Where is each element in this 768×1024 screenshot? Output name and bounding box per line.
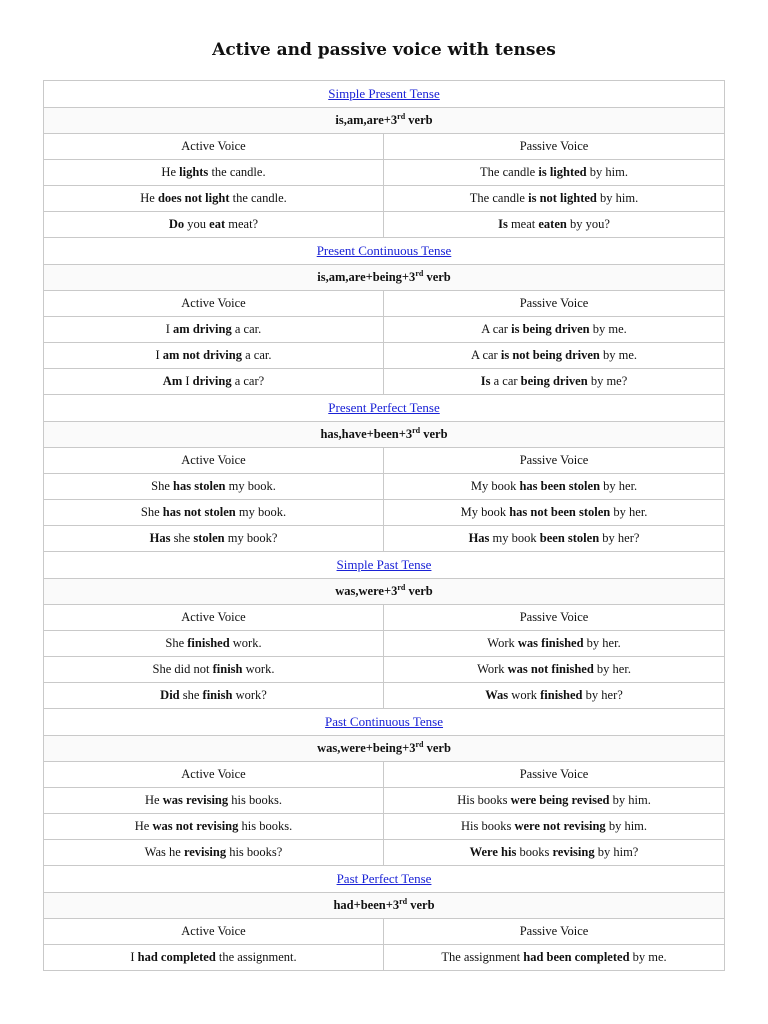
tense-link[interactable]: Present Continuous Tense — [316, 243, 452, 258]
sentence-text: you — [184, 217, 210, 231]
sentence-text: his books. — [228, 793, 282, 807]
example-row — [44, 657, 725, 683]
sentence-text: she — [170, 531, 194, 545]
page-title: Active and passive voice with tenses — [212, 40, 556, 60]
sentence-text: his books. — [238, 819, 293, 833]
sentence-text: by him? — [594, 845, 639, 859]
example-row — [44, 369, 725, 395]
verb-phrase: is lighted — [538, 165, 587, 179]
verb-phrase: being driven — [520, 374, 588, 388]
active-voice-header: Active Voice — [44, 134, 384, 160]
sentence-text: my book — [489, 531, 540, 545]
column-header-row — [44, 605, 725, 631]
active-sentence — [44, 186, 384, 212]
sentence-text: His books — [457, 793, 511, 807]
example-row — [44, 788, 725, 814]
passive-sentence — [384, 343, 725, 369]
sentence-text: by her. — [583, 636, 621, 650]
example-row — [44, 317, 725, 343]
active-voice-header: Active Voice — [44, 605, 384, 631]
sentence-text: by her. — [593, 662, 631, 676]
sentence-text: the candle. — [229, 191, 287, 205]
example-row — [44, 186, 725, 212]
verb-phrase: Am — [162, 374, 183, 388]
formula-text: has,have+been+3 — [320, 427, 413, 441]
sentence-text: my book. — [235, 505, 287, 519]
verb-phrase: is not lighted — [528, 191, 597, 205]
verb-phrase: revising — [183, 845, 227, 859]
formula-row — [44, 422, 725, 448]
tense-heading-cell — [44, 395, 725, 422]
sentence-text: She — [165, 636, 188, 650]
sentence-text: a car — [490, 374, 521, 388]
sentence-text: work? — [232, 688, 267, 702]
formula-suffix: verb — [405, 113, 433, 127]
passive-sentence — [384, 369, 725, 395]
passive-sentence — [384, 657, 725, 683]
passive-sentence — [384, 212, 725, 238]
passive-sentence — [384, 840, 725, 866]
sentence-text: a car? — [231, 374, 265, 388]
verb-phrase: is not being driven — [500, 348, 600, 362]
verb-phrase: Is — [498, 217, 508, 231]
passive-voice-header: Passive Voice — [384, 448, 725, 474]
verb-phrase: eat — [209, 217, 226, 231]
tense-formula — [44, 579, 725, 605]
tense-link[interactable]: Simple Present Tense — [328, 86, 440, 101]
passive-sentence — [384, 814, 725, 840]
active-sentence — [44, 526, 384, 552]
passive-sentence — [384, 631, 725, 657]
tense-heading-cell — [44, 709, 725, 736]
active-voice-header: Active Voice — [44, 291, 384, 317]
verb-phrase: Was — [485, 688, 509, 702]
active-sentence — [44, 317, 384, 343]
tense-heading-row — [44, 552, 725, 579]
example-row — [44, 945, 725, 971]
tense-formula — [44, 736, 725, 762]
tense-heading-cell — [44, 552, 725, 579]
example-row — [44, 683, 725, 709]
active-sentence — [44, 500, 384, 526]
sentence-text: meat? — [225, 217, 259, 231]
active-sentence — [44, 369, 384, 395]
verb-phrase: has been stolen — [519, 479, 601, 493]
sentence-text: A car — [481, 322, 512, 336]
sentence-text: by me. — [589, 322, 627, 336]
sentence-text: by her? — [582, 688, 623, 702]
sentence-text: work — [508, 688, 541, 702]
sentence-text: by him. — [596, 191, 639, 205]
sentence-text: His books — [461, 819, 515, 833]
sentence-text: He — [134, 819, 153, 833]
verb-phrase: Do — [168, 217, 185, 231]
formula-text: was,were+being+3 — [317, 741, 416, 755]
example-row — [44, 526, 725, 552]
active-voice-header: Active Voice — [44, 762, 384, 788]
formula-superscript: rd — [415, 739, 424, 749]
passive-voice-header: Passive Voice — [384, 919, 725, 945]
formula-row — [44, 265, 725, 291]
formula-superscript: rd — [397, 582, 406, 592]
verb-phrase: Did — [160, 688, 180, 702]
sentence-text: a car. — [231, 322, 262, 336]
sentence-text: by him. — [609, 793, 651, 807]
sentence-text: work. — [229, 636, 262, 650]
passive-voice-header: Passive Voice — [384, 605, 725, 631]
sentence-text: The assignment — [441, 950, 524, 964]
sentence-text: He — [145, 793, 163, 807]
passive-sentence — [384, 788, 725, 814]
active-sentence — [44, 343, 384, 369]
tense-formula — [44, 108, 725, 134]
active-sentence — [44, 814, 384, 840]
sentence-text: Work — [477, 662, 508, 676]
passive-sentence — [384, 160, 725, 186]
sentence-text: his books? — [226, 845, 283, 859]
verb-phrase: is being driven — [511, 322, 590, 336]
tense-formula — [44, 893, 725, 919]
sentence-text: He — [140, 191, 158, 205]
passive-sentence — [384, 186, 725, 212]
tense-heading-cell — [44, 238, 725, 265]
column-header-row — [44, 134, 725, 160]
sentence-text: by her? — [599, 531, 640, 545]
passive-sentence — [384, 500, 725, 526]
tense-heading-row — [44, 709, 725, 736]
tense-link[interactable]: Past Continuous Tense — [324, 714, 444, 729]
verb-phrase: Has — [149, 531, 171, 545]
tense-heading-row — [44, 395, 725, 422]
formula-suffix: verb — [423, 270, 451, 284]
verb-phrase: finished — [540, 688, 583, 702]
active-sentence — [44, 683, 384, 709]
verb-phrase: Were his — [469, 845, 517, 859]
example-row — [44, 343, 725, 369]
verb-phrase: Is — [480, 374, 491, 388]
passive-sentence — [384, 526, 725, 552]
formula-suffix: verb — [423, 741, 451, 755]
tense-formula — [44, 422, 725, 448]
verb-phrase: had completed — [137, 950, 216, 964]
tense-heading-row — [44, 81, 725, 108]
sentence-text: by her. — [600, 479, 638, 493]
verb-phrase: has not stolen — [162, 505, 236, 519]
tenses-table — [43, 80, 725, 971]
verb-phrase: were not revising — [514, 819, 606, 833]
formula-superscript: rd — [397, 111, 406, 121]
verb-phrase: were being revised — [510, 793, 610, 807]
formula-text: is,am,are+being+3 — [317, 270, 416, 284]
sentence-text: He — [161, 165, 180, 179]
example-row — [44, 631, 725, 657]
sentence-text: work. — [242, 662, 275, 676]
sentence-text: I — [165, 322, 174, 336]
sentence-text: She did not — [152, 662, 213, 676]
passive-sentence — [384, 317, 725, 343]
sentence-text: I — [155, 348, 163, 362]
example-row — [44, 474, 725, 500]
verb-phrase: had been completed — [523, 950, 630, 964]
tense-heading-cell — [44, 81, 725, 108]
verb-phrase: Has — [468, 531, 490, 545]
sentence-text: a car. — [241, 348, 272, 362]
sentence-text: she — [179, 688, 203, 702]
verb-phrase: was not finished — [507, 662, 594, 676]
verb-phrase: lights — [179, 165, 209, 179]
sentence-text: my book? — [224, 531, 278, 545]
sentence-text: the candle. — [208, 165, 266, 179]
sentence-text: by me? — [587, 374, 628, 388]
sentence-text: by you? — [566, 217, 610, 231]
example-row — [44, 160, 725, 186]
tense-link[interactable]: Past Perfect Tense — [336, 871, 432, 886]
active-sentence — [44, 840, 384, 866]
sentence-text: My book — [470, 479, 520, 493]
formula-row — [44, 736, 725, 762]
formula-suffix: verb — [405, 584, 433, 598]
active-sentence — [44, 945, 384, 971]
sentence-text: A car — [471, 348, 501, 362]
verb-phrase: finish — [202, 688, 233, 702]
sentence-text: by me. — [599, 348, 637, 362]
verb-phrase: driving — [192, 374, 232, 388]
formula-text: is,am,are+3 — [335, 113, 398, 127]
sentence-text: She — [151, 479, 174, 493]
formula-suffix: verb — [407, 898, 435, 912]
active-sentence — [44, 788, 384, 814]
verb-phrase: does not light — [157, 191, 230, 205]
sentence-text: My book — [460, 505, 510, 519]
tense-formula — [44, 265, 725, 291]
example-row — [44, 500, 725, 526]
active-sentence — [44, 474, 384, 500]
formula-row — [44, 893, 725, 919]
formula-superscript: rd — [399, 896, 408, 906]
verb-phrase: am driving — [173, 322, 232, 336]
sentence-text: the assignment. — [215, 950, 297, 964]
active-sentence — [44, 657, 384, 683]
formula-text: was,were+3 — [335, 584, 398, 598]
formula-row — [44, 108, 725, 134]
formula-suffix: verb — [420, 427, 448, 441]
column-header-row — [44, 448, 725, 474]
verb-phrase: has stolen — [173, 479, 226, 493]
active-voice-header: Active Voice — [44, 919, 384, 945]
active-voice-header: Active Voice — [44, 448, 384, 474]
example-row — [44, 840, 725, 866]
sentence-text: by him. — [605, 819, 648, 833]
example-row — [44, 814, 725, 840]
column-header-row — [44, 919, 725, 945]
tense-heading-cell — [44, 866, 725, 893]
verb-phrase: finished — [187, 636, 230, 650]
passive-voice-header: Passive Voice — [384, 291, 725, 317]
sentence-text: I — [130, 950, 138, 964]
tense-link[interactable]: Simple Past Tense — [336, 557, 432, 572]
tense-link[interactable]: Present Perfect Tense — [328, 400, 440, 415]
verb-phrase: eaten — [538, 217, 567, 231]
formula-superscript: rd — [412, 425, 421, 435]
active-sentence — [44, 631, 384, 657]
tense-heading-row — [44, 866, 725, 893]
passive-sentence — [384, 683, 725, 709]
formula-text: had+been+3 — [333, 898, 400, 912]
verb-phrase: has not been stolen — [509, 505, 611, 519]
active-sentence — [44, 160, 384, 186]
column-header-row — [44, 762, 725, 788]
verb-phrase: stolen — [193, 531, 225, 545]
column-header-row — [44, 291, 725, 317]
active-sentence — [44, 212, 384, 238]
verb-phrase: was not revising — [152, 819, 239, 833]
sentence-text: The candle — [469, 191, 529, 205]
verb-phrase: was revising — [162, 793, 229, 807]
sentence-text: books — [516, 845, 553, 859]
verb-phrase: am not driving — [162, 348, 242, 362]
sentence-text: Was he — [144, 845, 184, 859]
sentence-text: meat — [507, 217, 539, 231]
sentence-text: I — [182, 374, 193, 388]
sentence-text: by her. — [610, 505, 648, 519]
passive-voice-header: Passive Voice — [384, 762, 725, 788]
verb-phrase: been stolen — [539, 531, 600, 545]
verb-phrase: was finished — [517, 636, 584, 650]
sentence-text: by him. — [586, 165, 628, 179]
sentence-text: She — [140, 505, 163, 519]
sentence-text: my book. — [225, 479, 276, 493]
passive-voice-header: Passive Voice — [384, 134, 725, 160]
formula-row — [44, 579, 725, 605]
sentence-text: Work — [487, 636, 518, 650]
passive-sentence — [384, 945, 725, 971]
formula-superscript: rd — [415, 268, 424, 278]
sentence-text: by me. — [629, 950, 667, 964]
verb-phrase: revising — [552, 845, 595, 859]
verb-phrase: finish — [212, 662, 243, 676]
example-row — [44, 212, 725, 238]
tense-heading-row — [44, 238, 725, 265]
passive-sentence — [384, 474, 725, 500]
sentence-text: The candle — [480, 165, 539, 179]
